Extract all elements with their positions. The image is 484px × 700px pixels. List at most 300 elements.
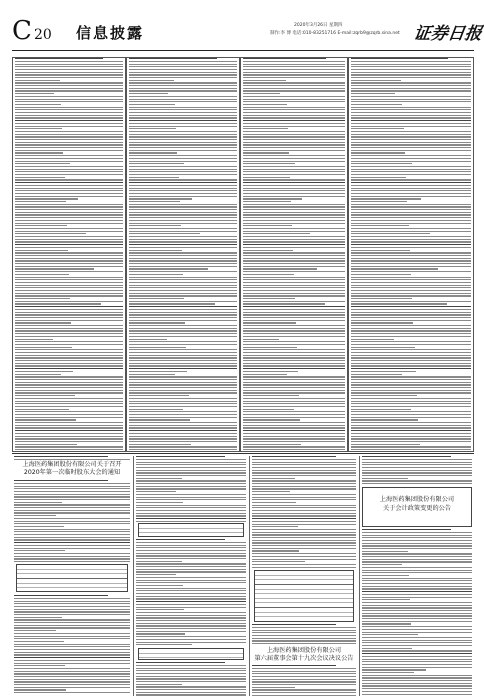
text-line bbox=[243, 374, 287, 375]
text-line bbox=[15, 322, 71, 323]
text-line bbox=[136, 668, 246, 669]
text-line bbox=[15, 306, 123, 307]
text-line bbox=[15, 425, 123, 426]
text-line bbox=[129, 206, 237, 207]
text-line bbox=[252, 459, 356, 460]
text-line bbox=[252, 521, 356, 522]
text-line bbox=[15, 387, 123, 388]
text-line bbox=[15, 371, 73, 372]
text-line bbox=[136, 662, 225, 663]
text-line bbox=[14, 692, 130, 693]
text-line bbox=[362, 648, 412, 649]
text-line bbox=[15, 120, 123, 121]
text-line bbox=[351, 384, 471, 385]
text-line bbox=[362, 572, 472, 573]
text-line bbox=[243, 188, 345, 189]
text-line bbox=[136, 459, 246, 460]
text-line bbox=[15, 58, 103, 59]
text-line bbox=[129, 349, 237, 350]
text-line bbox=[351, 414, 471, 415]
announcement-3-box bbox=[362, 487, 472, 527]
text-line bbox=[15, 142, 123, 143]
text-line bbox=[362, 548, 472, 549]
lower-c2-text-b bbox=[134, 539, 248, 647]
section-number: 20 bbox=[34, 27, 52, 43]
text-line bbox=[252, 681, 356, 682]
text-line bbox=[243, 120, 345, 121]
text-line bbox=[351, 126, 471, 127]
text-line bbox=[362, 645, 472, 646]
text-line bbox=[351, 260, 471, 261]
text-line bbox=[129, 411, 237, 412]
text-line bbox=[362, 594, 472, 595]
text-line bbox=[243, 303, 325, 304]
text-line bbox=[14, 684, 130, 685]
text-line bbox=[252, 643, 356, 644]
text-line bbox=[129, 74, 237, 75]
text-line bbox=[351, 171, 471, 172]
text-line bbox=[136, 639, 246, 640]
text-line bbox=[15, 101, 123, 102]
text-line bbox=[351, 147, 471, 148]
text-line bbox=[136, 539, 225, 540]
text-line bbox=[351, 196, 471, 197]
text-line bbox=[243, 392, 345, 393]
text-line bbox=[351, 446, 471, 447]
data-table bbox=[138, 523, 244, 537]
text-line bbox=[15, 314, 123, 315]
text-line bbox=[15, 231, 123, 232]
text-line bbox=[362, 535, 472, 536]
text-line bbox=[243, 436, 345, 437]
text-line bbox=[243, 85, 345, 86]
text-line bbox=[129, 64, 237, 65]
text-line bbox=[136, 676, 246, 677]
text-line bbox=[15, 99, 123, 100]
text-line bbox=[351, 244, 471, 245]
text-line bbox=[351, 188, 471, 189]
text-line bbox=[243, 123, 345, 124]
text-line bbox=[243, 88, 345, 89]
text-line bbox=[14, 486, 130, 487]
text-line bbox=[136, 596, 246, 597]
text-line bbox=[351, 312, 471, 313]
text-line bbox=[15, 223, 123, 224]
lower-c2-text-c bbox=[134, 662, 248, 696]
text-line bbox=[252, 518, 356, 519]
text-line bbox=[129, 93, 168, 94]
text-line bbox=[252, 472, 356, 473]
text-line bbox=[136, 464, 246, 465]
text-line bbox=[15, 392, 123, 393]
text-line bbox=[252, 635, 356, 636]
text-line bbox=[14, 671, 130, 672]
text-line bbox=[136, 684, 182, 685]
text-line bbox=[351, 419, 418, 420]
text-line bbox=[351, 268, 438, 269]
text-line bbox=[243, 166, 345, 167]
text-line bbox=[136, 521, 246, 522]
text-line bbox=[351, 325, 471, 326]
text-line bbox=[243, 212, 345, 213]
text-line bbox=[15, 196, 123, 197]
text-line bbox=[351, 344, 471, 345]
text-line bbox=[243, 193, 345, 194]
editor-contact: 制作:李 博 电话:010-83251716 E-mail:zqrb9@zqrb.sina.net bbox=[270, 31, 400, 36]
text-line bbox=[15, 188, 123, 189]
text-line bbox=[14, 617, 62, 618]
text-line bbox=[243, 411, 345, 412]
section-letter: C bbox=[12, 16, 32, 46]
text-line bbox=[243, 244, 345, 245]
text-line bbox=[351, 298, 412, 299]
text-line bbox=[351, 204, 471, 205]
text-line bbox=[129, 436, 237, 437]
text-line bbox=[362, 653, 472, 654]
text-line bbox=[243, 241, 345, 242]
text-line bbox=[362, 472, 472, 473]
text-line bbox=[243, 330, 345, 331]
text-line bbox=[15, 144, 123, 145]
text-line bbox=[351, 368, 471, 369]
text-line bbox=[362, 683, 472, 684]
text-line bbox=[362, 529, 451, 530]
text-line bbox=[129, 120, 237, 121]
text-line bbox=[15, 212, 123, 213]
text-line bbox=[243, 301, 345, 302]
text-line bbox=[129, 66, 237, 67]
text-line bbox=[351, 314, 471, 315]
text-line bbox=[351, 90, 471, 91]
lower-c2-text-a bbox=[134, 456, 248, 522]
text-line bbox=[136, 689, 246, 690]
text-line bbox=[362, 580, 472, 581]
text-line bbox=[15, 64, 123, 65]
text-line bbox=[252, 494, 356, 495]
text-line bbox=[252, 480, 356, 481]
text-line bbox=[129, 422, 237, 423]
text-line bbox=[362, 661, 472, 662]
text-line bbox=[129, 398, 237, 399]
text-line bbox=[351, 322, 413, 323]
text-line bbox=[252, 556, 356, 557]
text-line bbox=[351, 115, 471, 116]
text-line bbox=[243, 347, 297, 348]
text-line bbox=[15, 96, 123, 97]
text-line bbox=[129, 322, 185, 323]
text-line bbox=[351, 228, 471, 229]
text-line bbox=[15, 411, 123, 412]
text-line bbox=[14, 499, 130, 500]
text-line bbox=[351, 96, 471, 97]
text-line bbox=[243, 328, 345, 329]
text-line bbox=[243, 115, 345, 116]
text-line bbox=[351, 72, 471, 73]
text-line bbox=[129, 384, 237, 385]
text-line bbox=[362, 634, 418, 635]
text-line bbox=[243, 441, 345, 442]
text-line bbox=[252, 630, 356, 631]
text-line bbox=[136, 470, 246, 471]
text-line bbox=[129, 107, 237, 108]
text-line bbox=[14, 665, 65, 666]
text-line bbox=[15, 263, 123, 264]
text-line bbox=[136, 692, 246, 693]
text-line bbox=[136, 604, 246, 605]
text-line bbox=[351, 266, 471, 267]
text-line bbox=[243, 90, 345, 91]
text-line bbox=[252, 550, 299, 551]
text-line bbox=[351, 339, 394, 340]
text-line bbox=[243, 285, 345, 286]
text-line bbox=[15, 123, 123, 124]
text-line bbox=[136, 510, 246, 511]
text-line bbox=[15, 427, 123, 428]
text-line bbox=[15, 398, 123, 399]
text-line bbox=[252, 467, 356, 468]
text-line bbox=[243, 82, 345, 83]
text-line bbox=[14, 548, 130, 549]
text-line bbox=[351, 233, 430, 234]
text-line bbox=[15, 352, 123, 353]
text-line bbox=[351, 190, 471, 191]
text-line bbox=[243, 309, 345, 310]
text-line bbox=[362, 556, 472, 557]
text-line bbox=[243, 360, 345, 361]
text-line bbox=[243, 379, 345, 380]
text-line bbox=[15, 209, 123, 210]
text-line bbox=[362, 545, 472, 546]
text-line bbox=[15, 61, 123, 62]
text-line bbox=[15, 107, 123, 108]
text-line bbox=[15, 320, 123, 321]
text-line bbox=[15, 198, 78, 199]
text-line bbox=[243, 271, 345, 272]
text-line bbox=[14, 550, 65, 551]
text-line bbox=[362, 564, 402, 565]
text-line bbox=[243, 161, 345, 162]
text-line bbox=[362, 656, 472, 657]
text-line bbox=[15, 233, 86, 234]
text-line bbox=[14, 504, 130, 505]
text-line bbox=[14, 609, 130, 610]
text-line bbox=[243, 444, 301, 445]
text-line bbox=[351, 255, 471, 256]
text-line bbox=[15, 395, 75, 396]
text-line bbox=[243, 430, 345, 431]
text-line bbox=[351, 330, 471, 331]
text-line bbox=[14, 542, 130, 543]
text-line bbox=[14, 556, 130, 557]
text-line bbox=[243, 182, 345, 183]
text-line bbox=[243, 382, 345, 383]
text-line bbox=[15, 258, 123, 259]
text-line bbox=[129, 252, 237, 253]
text-line bbox=[351, 398, 471, 399]
text-line bbox=[15, 115, 123, 116]
text-line bbox=[129, 314, 237, 315]
text-line bbox=[129, 357, 237, 358]
text-line bbox=[15, 166, 123, 167]
text-line bbox=[15, 185, 123, 186]
text-line bbox=[15, 236, 123, 237]
text-line bbox=[351, 341, 471, 342]
text-line bbox=[14, 521, 130, 522]
text-line bbox=[252, 545, 356, 546]
text-line bbox=[129, 166, 237, 167]
text-line bbox=[15, 174, 123, 175]
text-line bbox=[15, 104, 61, 105]
text-line bbox=[129, 190, 237, 191]
text-line bbox=[243, 414, 345, 415]
text-line bbox=[252, 515, 356, 516]
text-line bbox=[243, 69, 345, 70]
text-line bbox=[129, 61, 237, 62]
text-line bbox=[362, 467, 472, 468]
text-line bbox=[14, 611, 130, 612]
text-line bbox=[136, 574, 176, 575]
text-line bbox=[15, 77, 123, 78]
text-line bbox=[14, 545, 130, 546]
text-line bbox=[243, 147, 345, 148]
text-line bbox=[243, 77, 345, 78]
text-line bbox=[14, 510, 130, 511]
text-line bbox=[136, 644, 192, 645]
text-line bbox=[243, 214, 345, 215]
text-line bbox=[14, 507, 130, 508]
text-line bbox=[136, 486, 246, 487]
text-line bbox=[15, 357, 123, 358]
announcement-1-title: 2020年第一次临时股东大会的通知 bbox=[23, 469, 121, 476]
text-line bbox=[129, 419, 190, 420]
text-line bbox=[243, 150, 345, 151]
text-line bbox=[351, 152, 405, 153]
text-line bbox=[243, 74, 345, 75]
text-line bbox=[351, 349, 471, 350]
text-line bbox=[351, 317, 471, 318]
text-line bbox=[252, 537, 356, 538]
text-line bbox=[129, 301, 237, 302]
text-line bbox=[136, 569, 246, 570]
text-line bbox=[243, 198, 302, 199]
text-line bbox=[14, 660, 130, 661]
text-line bbox=[15, 285, 123, 286]
text-line bbox=[129, 371, 187, 372]
text-line bbox=[136, 561, 182, 562]
text-line bbox=[129, 58, 217, 59]
text-line bbox=[136, 480, 246, 481]
text-line bbox=[362, 483, 472, 484]
text-line bbox=[136, 513, 246, 514]
text-line bbox=[243, 217, 345, 218]
text-line bbox=[14, 539, 130, 540]
text-line bbox=[15, 201, 66, 202]
text-line bbox=[136, 545, 246, 546]
text-line bbox=[129, 115, 237, 116]
text-line bbox=[362, 478, 408, 479]
header-rule bbox=[12, 50, 474, 51]
text-line bbox=[136, 665, 246, 666]
lower-c1-text-a bbox=[12, 480, 132, 562]
text-line bbox=[252, 488, 356, 489]
text-line bbox=[243, 109, 345, 110]
text-line bbox=[14, 595, 108, 596]
text-line bbox=[14, 630, 56, 631]
text-line bbox=[252, 632, 356, 633]
text-line bbox=[129, 241, 237, 242]
text-line bbox=[136, 615, 246, 616]
text-line bbox=[362, 610, 472, 611]
text-line bbox=[15, 336, 123, 337]
text-line bbox=[15, 325, 123, 326]
text-line bbox=[14, 558, 130, 559]
text-line bbox=[129, 320, 237, 321]
text-line bbox=[136, 670, 246, 671]
text-line bbox=[351, 403, 471, 404]
text-line bbox=[136, 566, 246, 567]
text-line bbox=[362, 672, 414, 673]
text-line bbox=[351, 392, 471, 393]
text-line bbox=[14, 636, 130, 637]
text-line bbox=[129, 409, 183, 410]
text-line bbox=[243, 223, 345, 224]
text-line bbox=[252, 695, 356, 696]
text-line bbox=[243, 363, 345, 364]
lower-c4-text-b bbox=[360, 529, 474, 696]
text-line bbox=[15, 363, 123, 364]
text-line bbox=[243, 371, 298, 372]
text-line bbox=[129, 69, 237, 70]
text-line bbox=[351, 174, 471, 175]
text-line bbox=[129, 341, 237, 342]
text-line bbox=[252, 532, 356, 533]
text-line bbox=[14, 652, 130, 653]
text-line bbox=[243, 349, 345, 350]
text-line bbox=[15, 382, 123, 383]
newspaper-logo: 证券日报 bbox=[412, 24, 484, 44]
text-line bbox=[14, 654, 130, 655]
text-line bbox=[129, 303, 215, 304]
text-line bbox=[351, 306, 471, 307]
text-line bbox=[362, 605, 472, 606]
data-table bbox=[16, 564, 128, 592]
text-line bbox=[252, 624, 336, 625]
text-line bbox=[15, 293, 123, 294]
text-line bbox=[136, 612, 246, 613]
text-line bbox=[252, 668, 356, 669]
text-line bbox=[243, 427, 345, 428]
text-line bbox=[15, 155, 123, 156]
text-line bbox=[252, 524, 356, 525]
text-line bbox=[129, 126, 237, 127]
text-line bbox=[15, 252, 123, 253]
text-line bbox=[351, 66, 471, 67]
announcement-3-company: 上海医药集团股份有限公司 bbox=[379, 496, 455, 503]
text-line bbox=[351, 220, 471, 221]
text-line bbox=[243, 395, 299, 396]
text-line bbox=[15, 82, 123, 83]
text-line bbox=[129, 228, 237, 229]
text-line bbox=[129, 339, 167, 340]
text-line bbox=[243, 225, 292, 226]
text-line bbox=[362, 688, 472, 689]
text-line bbox=[129, 188, 237, 189]
text-line bbox=[129, 152, 177, 153]
text-line bbox=[351, 287, 471, 288]
text-line bbox=[362, 685, 472, 686]
text-line bbox=[351, 379, 471, 380]
text-line bbox=[136, 563, 246, 564]
